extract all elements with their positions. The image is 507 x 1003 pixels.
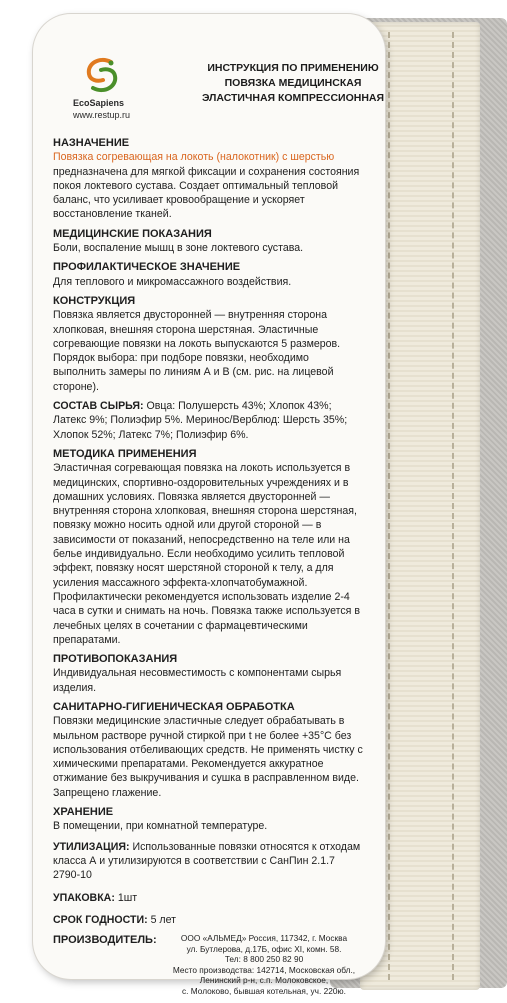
contraindications-heading: ПРОТИВОПОКАЗАНИЯ [53,653,178,666]
storage-text: В помещении, при комнатной температуре. [53,820,268,833]
shelf-life-heading: СРОК ГОДНОСТИ: [53,913,148,926]
manufacturer-line-4: Место производства: 142714, Московская обл., [172,964,356,975]
shelf-life-text: 5 лет [150,913,177,926]
instruction-card [33,14,385,996]
purpose-heading: НАЗНАЧЕНИЕ [53,137,130,149]
indications-text: Боли, воспаление мышц в зоне локтевого сустава. [53,242,304,255]
composition-heading: СОСТАВ СЫРЬЯ: [53,400,144,413]
composition-text: Овца: Полушерсть 43%; Хлопок 43%; Латекс 9%; Полиэфир 5%. Мериноc/Верблюд: Шерсть 35%; Хлопок 52%; Латекс 7%; Полиэфир 6%. [53,400,348,441]
manufacturer-line-3: Тел: 8 800 250 82 90 [224,954,304,965]
manufacturer-line-6: с. Молоково, бывшая котельная, уч. 220ю. [182,985,346,996]
manufacturer-line-5: Ленинский р-н, с.п. Молоковское, [199,975,329,986]
hygiene-heading: САНИТАРНО-ГИГИЕНИЧЕСКАЯ ОБРАБОТКА [53,700,295,713]
instruction-content [53,136,363,1003]
hygiene-text: Повязки медицинские эластичные следует обрабатывать в мыльном растворе ручной стиркой при t не более +35°С без использования отбеливающих средств. Не применять чистку с химическими препаратами. Рекомендуется аккуратное отжимание без выкручивания и сушка в расправленном виде. Запрещено глажение. [53,715,363,799]
prophylactic-text: Для теплового и микромассажного воздействия. [53,275,292,288]
contraindications-text: Индивидуальная несовместимость с компонентами сырья изделия. [53,667,342,694]
manufacturer-line-2: ул. Бутлерова, д.17Б, офис XI, комн. 58. [186,943,342,954]
method-heading: МЕТОДИКА ПРИМЕНЕНИЯ [53,447,197,460]
manufacturer-line-1: ООО «АЛЬМЕД» Россия, 117342, г. Москва [180,933,348,944]
manufacturer-block [53,933,363,1003]
packaging-text: 1шт [117,891,138,904]
purpose-description: предназначена для мягкой фиксации и сохранения состояния покоя локтевого сустава. Создает оптимальный тепловой баланс, что усиливает кровообращение и ускоряет восстановление тканей. [53,165,360,221]
manufacturer-details [165,933,363,996]
title-line-1: ИНСТРУКЦИЯ ПО ПРИМЕНЕНИЮ [207,62,379,74]
purpose-text [53,150,363,221]
disposal-block [53,840,363,883]
shelf-life-block [53,913,363,927]
title-line-2: ПОВЯЗКА МЕДИЦИНСКАЯ [224,77,362,89]
packaging-block [53,891,363,905]
brand-logo [73,54,193,124]
document-title [188,61,398,106]
brand-name: EcoSapiens [73,98,125,108]
manufacturer-heading: ПРОИЗВОДИТЕЛЬ: [53,934,157,947]
storage-heading: ХРАНЕНИЕ [53,806,114,819]
title-line-3: ЭЛАСТИЧНАЯ КОМПРЕССИОННАЯ [201,92,385,104]
disposal-heading: УТИЛИЗАЦИЯ: [53,840,130,853]
construction-heading: КОНСТРУКЦИЯ [53,294,136,307]
method-text: Эластичная согревающая повязка на локоть используется в медицинских, спортивно-оздоровительных учреждениях и в домашних условиях. Повязка является двусторонней — внутренняя сторона хлопковая, внешняя сторона шерстяная, повязку можно носить одной или другой стороной — в зависимости от показаний, непосредственно на теле или на белье индивидуально. Если необходимо усилить тепловой эффект, повязку носят шерстяной стороной к телу, а для усиления массажного эффекта-хлопчатобумажной. Профилактически рекомендуется использовать изделие 2-4 часа в сутки и снимать на ночь. Повязка также используется в лечебных целях в сочетании с фармацевтическими препаратами. [53,462,360,646]
composition-block [53,399,363,442]
ecosapiens-logo-icon [81,54,123,96]
disposal-text: Использованные повязки относятся к отходам класса А и утилизируются в соответствии с СанПин 2.1.7 2790-10 [53,840,361,882]
brand-site: www.restup.ru [73,110,131,120]
construction-text: Повязка является двусторонней — внутренняя сторона хлопковая, внешняя сторона шерстяная. Эластичные согревающие повязки на локоть выпускаются 5 размеров. Порядок выбора: при подборе повязки, необходимо выполнить замеры по линиям А и В (см. рис. на лицевой стороне). [53,309,341,393]
prophylactic-heading: ПРОФИЛАКТИЧЕСКОЕ ЗНАЧЕНИЕ [53,261,241,274]
indications-heading: МЕДИЦИНСКИЕ ПОКАЗАНИЯ [53,227,212,240]
packaging-heading: УПАКОВКА: [53,891,115,904]
product-name: Повязка согревающая на локоть (налокотник) с шерстью [53,151,335,164]
